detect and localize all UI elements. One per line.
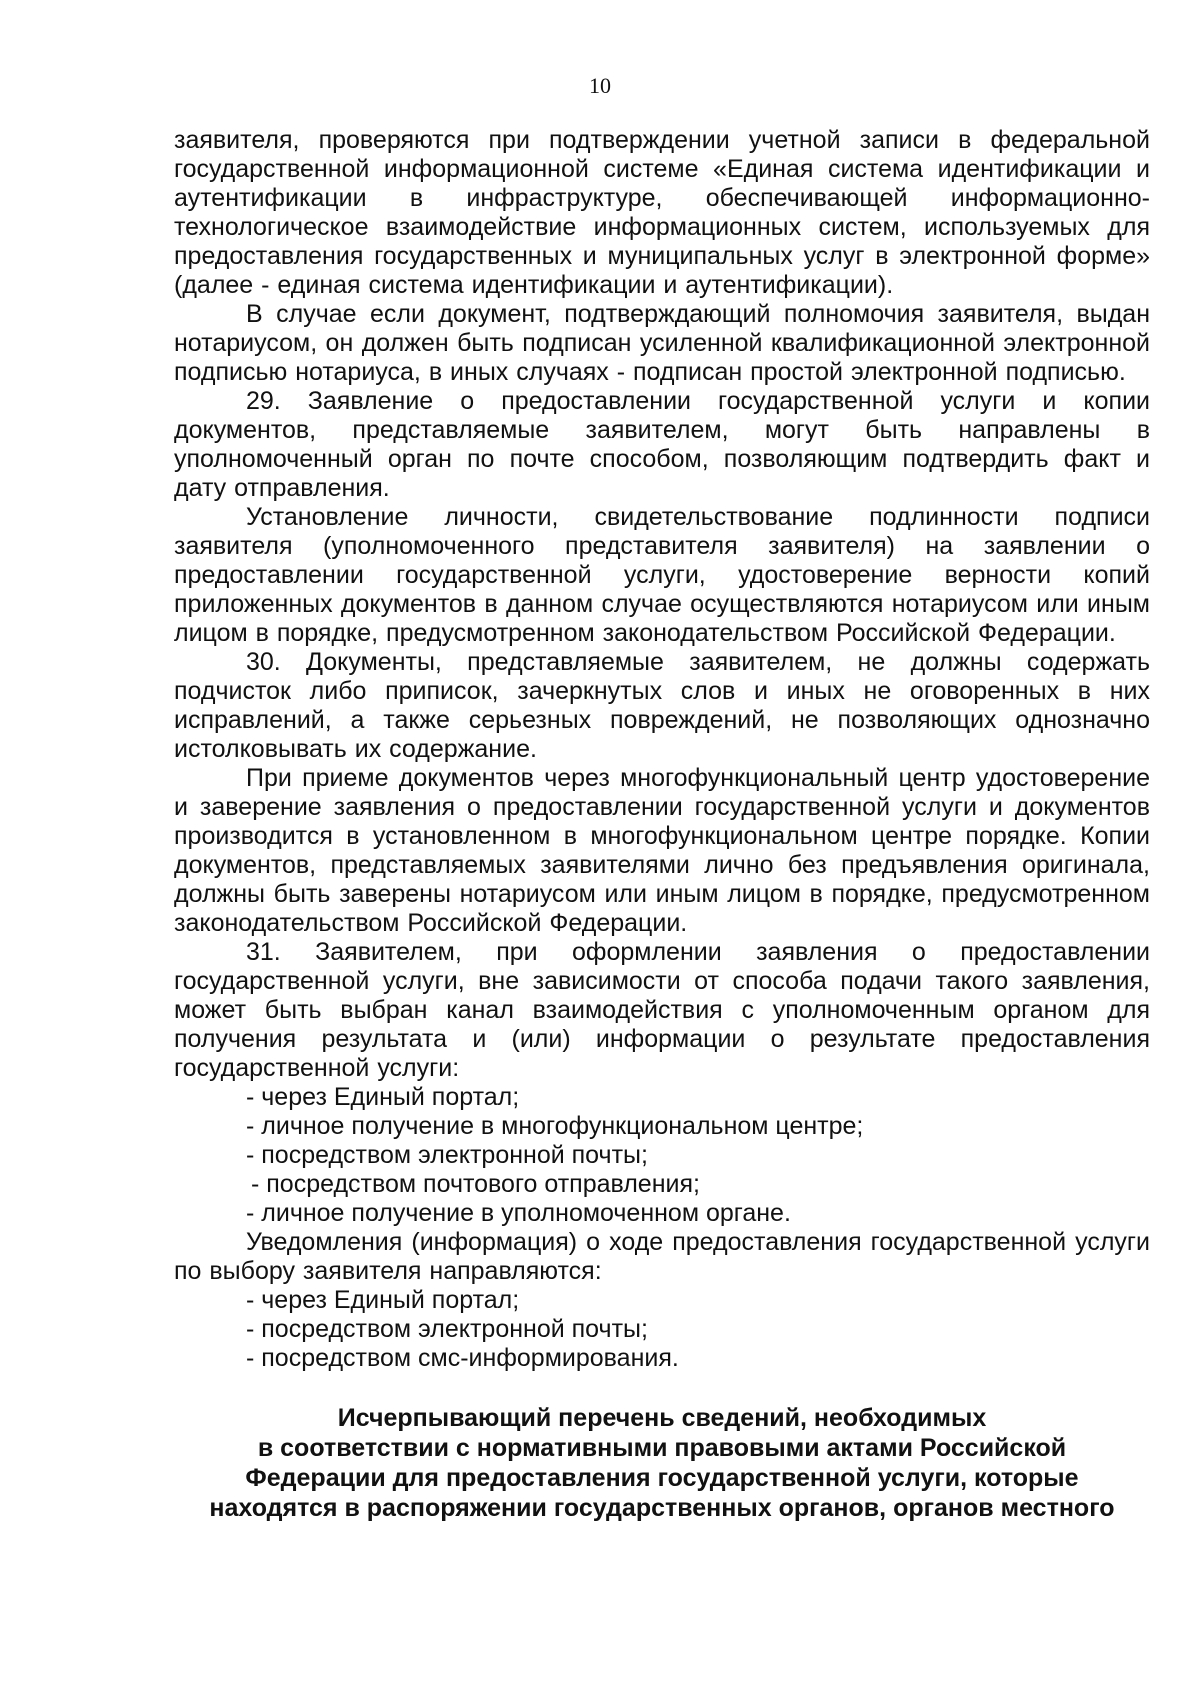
paragraph-mfc-certification: При приеме документов через многофункциональный центр удостоверение и заверение заявления о предоставлении государственной услуги и документов производится в установленном в многофункциональном центре порядке. Копии документов, представляемых заявителями лично без предъявления оригинала, должны быть заверены нотариусом или иным лицом в порядке, предусмотренном законодательством Российской Федерации. <box>174 764 1150 937</box>
list-item: - посредством электронной почты; <box>246 1315 648 1343</box>
paragraph-identity-verification: Установление личности, свидетельствование подлинности подписи заявителя (уполномоченного представителя заявителя) на заявлении о предоставлении государственной услуги, удостоверение верности копий приложенных документов в данном случае осуществляются нотариусом или иным лицом в порядке, предусмотренном законодательством Российской Федерации. <box>174 503 1150 647</box>
list-item: - личное получение в уполномоченном органе. <box>246 1199 791 1227</box>
list-item: - посредством электронной почты; <box>246 1141 648 1169</box>
list-item: - через Единый портал; <box>246 1083 520 1111</box>
page-number: 10 <box>589 73 611 98</box>
heading-line: находятся в распоряжении государственных органов, органов местного <box>209 1494 1115 1522</box>
paragraph-notary-signature: В случае если документ, подтверждающий полномочия заявителя, выдан нотариусом, он должен быть подписан усиленной квалификационной электронной подписью нотариуса, в иных случаях - подписан простой электронной подписью. <box>174 300 1150 386</box>
paragraph-31: 31. Заявителем, при оформлении заявления о предоставлении государственной услуги, вне зависимости от способа подачи такого заявления, может быть выбран канал взаимодействия с уполномоченным органом для получения результата и (или) информации о результате предоставления государственной услуги: <box>174 938 1150 1082</box>
notification-channels-list <box>174 1286 1150 1373</box>
paragraph-30: 30. Документы, представляемые заявителем, не должны содержать подчисток либо приписок, зачеркнутых слов и иных не оговоренных в них исправлений, а также серьезных повреждений, не позволяющих однозначно истолковывать их содержание. <box>174 648 1150 763</box>
list-item: - посредством почтового отправления; <box>251 1170 700 1198</box>
paragraph-continuation: заявителя, проверяются при подтверждении учетной записи в федеральной государственной информационной системе «Единая система идентификации и аутентификации в инфраструктуре, обеспечивающей информационно-технологическое взаимодействие информационных систем, используемых для предоставления государственных и муниципальных услуг в электронной форме» (далее - единая система идентификации и аутентификации). <box>174 126 1150 299</box>
section-heading <box>174 1403 1150 1523</box>
list-item: - посредством смс-информирования. <box>246 1344 679 1372</box>
heading-line: Федерации для предоставления государственной услуги, которые <box>245 1464 1079 1492</box>
paragraph-29: 29. Заявление о предоставлении государственной услуги и копии документов, представляемые заявителем, могут быть направлены в уполномоченный орган по почте способом, позволяющим подтвердить факт и дату отправления. <box>174 387 1150 502</box>
heading-line: в соответствии с нормативными правовыми актами Российской <box>257 1434 1067 1462</box>
paragraph-notifications: Уведомления (информация) о ходе предоставления государственной услуги по выбору заявителя направляются: <box>174 1228 1150 1285</box>
list-item: - через Единый портал; <box>246 1286 520 1314</box>
document-body <box>174 126 1150 1523</box>
result-channels-list <box>174 1083 1150 1228</box>
heading-line: Исчерпывающий перечень сведений, необходимых <box>337 1404 987 1432</box>
list-item: - личное получение в многофункциональном центре; <box>246 1112 864 1140</box>
